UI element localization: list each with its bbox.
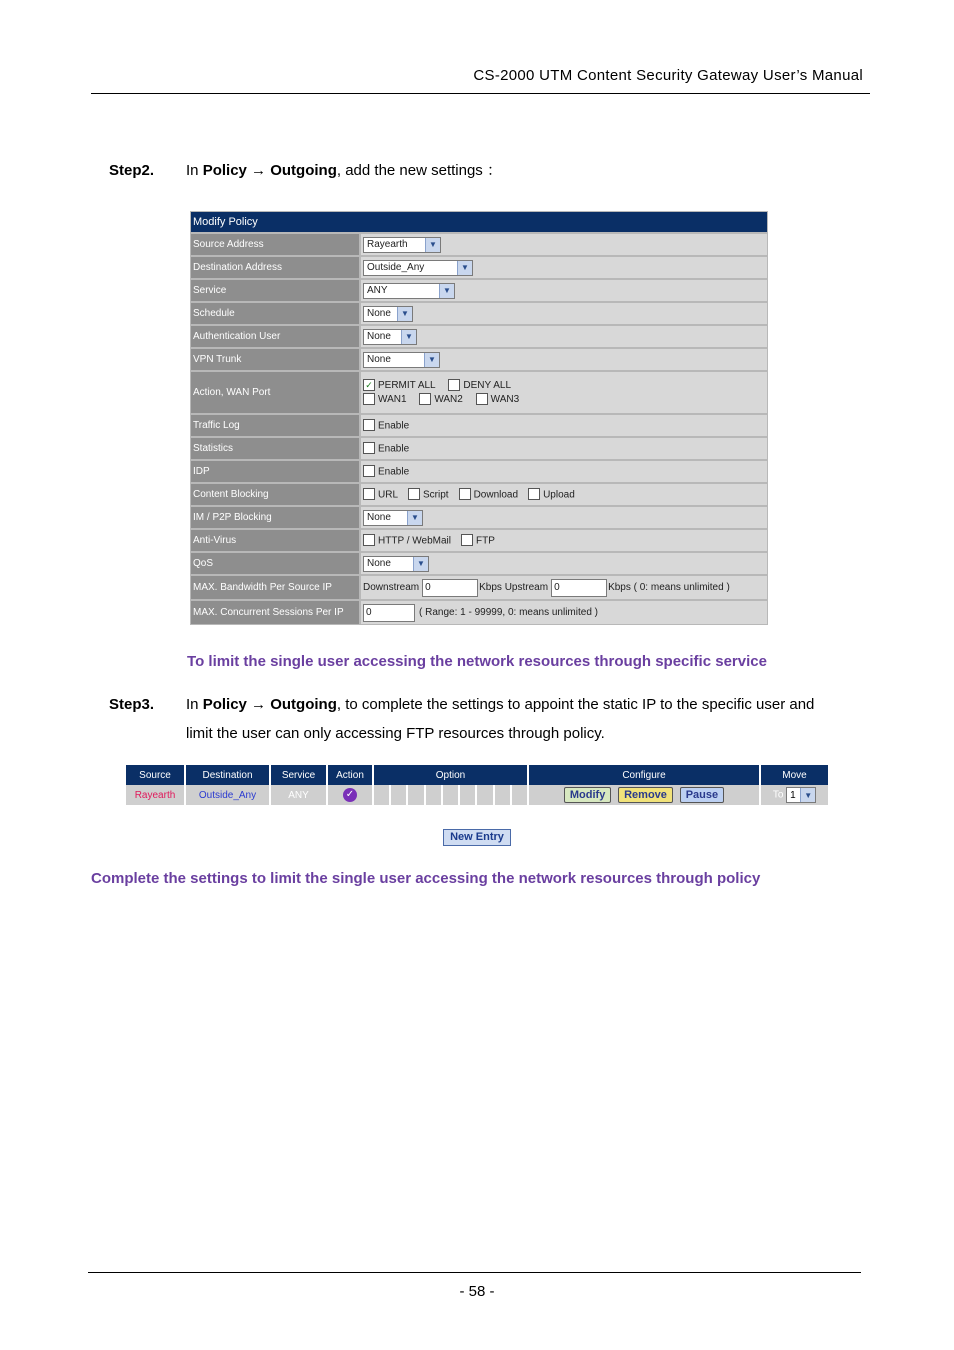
row-authentication-user: Authentication User None ▼: [191, 326, 767, 347]
header-source: Source: [126, 765, 184, 785]
checkbox-icon[interactable]: [363, 488, 375, 500]
wan1-option[interactable]: WAN1: [363, 394, 407, 405]
idp-enable[interactable]: Enable: [363, 466, 409, 478]
checkbox-icon[interactable]: [363, 465, 375, 477]
header-option: Option: [374, 765, 527, 785]
destination-address-select[interactable]: Outside_Any ▼: [363, 260, 473, 276]
anti-virus-ftp[interactable]: FTP: [461, 535, 495, 547]
row-traffic-log: Traffic Log Enable: [191, 415, 767, 436]
step3-label: Step3.: [109, 696, 155, 713]
row-qos: QoS None ▼: [191, 553, 767, 574]
max-sessions-input[interactable]: 0: [363, 604, 415, 622]
content-blocking-url[interactable]: URL: [363, 489, 398, 501]
schedule-select[interactable]: None ▼: [363, 306, 413, 322]
cell-service: ANY: [271, 785, 326, 805]
step3-text: In Policy → Outgoing, to complete the settings to appoint the static IP to the specific user and limit the user can only accessing FTP resources through policy.: [186, 696, 815, 742]
table-row: [126, 785, 828, 805]
checkbox-icon[interactable]: [419, 393, 431, 405]
footer-rule: [88, 1272, 861, 1273]
checkbox-icon[interactable]: [461, 534, 473, 546]
checkbox-icon[interactable]: [363, 393, 375, 405]
chevron-down-icon: ▼: [425, 238, 440, 252]
row-action-wan-port: Action, WAN Port ✓ PERMIT ALL DENY ALL WAN1 WAN2 WAN3: [191, 372, 767, 413]
new-entry-button[interactable]: New Entry: [443, 829, 511, 846]
permit-all-option[interactable]: ✓ PERMIT ALL: [363, 380, 436, 391]
deny-all-option[interactable]: DENY ALL: [448, 380, 511, 391]
checkbox-icon[interactable]: [476, 393, 488, 405]
chevron-down-icon: ▼: [457, 261, 472, 275]
chevron-down-icon: ▼: [439, 284, 454, 298]
form-title: Modify Policy: [191, 212, 767, 232]
row-max-sessions: MAX. Concurrent Sessions Per IP 0 ( Range: 1 - 99999, 0: means unlimited ): [191, 601, 767, 624]
header-configure: Configure: [529, 765, 759, 785]
row-vpn-trunk: VPN Trunk None ▼: [191, 349, 767, 370]
authentication-user-select[interactable]: None ▼: [363, 329, 417, 345]
policy-table: [124, 765, 830, 805]
checkbox-icon[interactable]: [363, 442, 375, 454]
wan2-option[interactable]: WAN2: [419, 394, 463, 405]
im-p2p-select[interactable]: None ▼: [363, 510, 423, 526]
cell-destination: Outside_Any: [186, 785, 269, 805]
row-destination-address: Destination Address Outside_Any ▼: [191, 257, 767, 278]
cell-source: Rayearth: [126, 785, 184, 805]
permit-action-icon: ✓: [343, 788, 357, 802]
row-content-blocking: Content Blocking URL Script Download Upload: [191, 484, 767, 505]
step2-label: Step2.: [109, 162, 155, 179]
row-source-address: Source Address Rayearth ▼: [191, 234, 767, 255]
content-blocking-download[interactable]: Download: [459, 489, 518, 501]
vpn-trunk-select[interactable]: None ▼: [363, 352, 440, 368]
chevron-down-icon: ▼: [407, 511, 422, 525]
row-anti-virus: Anti-Virus HTTP / WebMail FTP: [191, 530, 767, 551]
modify-button[interactable]: Modify: [564, 787, 611, 803]
chevron-down-icon: ▼: [413, 557, 428, 571]
wan3-option[interactable]: WAN3: [476, 394, 520, 405]
page-number: - 58 -: [459, 1283, 495, 1300]
traffic-log-enable[interactable]: Enable: [363, 420, 409, 432]
checkbox-icon[interactable]: [363, 534, 375, 546]
header-service: Service: [271, 765, 326, 785]
header-move: Move: [761, 765, 828, 785]
row-service: Service ANY ▼: [191, 280, 767, 301]
qos-select[interactable]: None ▼: [363, 556, 429, 572]
cell-configure: [529, 785, 759, 805]
content-blocking-upload[interactable]: Upload: [528, 489, 575, 501]
caption-policy-complete: Complete the settings to limit the single user accessing the network resources through policy: [91, 870, 761, 887]
downstream-input[interactable]: 0: [422, 579, 478, 597]
caption-service-limit: To limit the single user accessing the network resources through specific service: [187, 653, 767, 670]
checkbox-icon[interactable]: [363, 419, 375, 431]
checkbox-checked-icon[interactable]: ✓: [363, 379, 375, 391]
row-schedule: Schedule None ▼: [191, 303, 767, 324]
checkbox-icon[interactable]: [459, 488, 471, 500]
upstream-input[interactable]: 0: [551, 579, 607, 597]
cell-option: [374, 785, 527, 805]
row-max-bandwidth: MAX. Bandwidth Per Source IP Downstream 0 Kbps Upstream 0 Kbps ( 0: means unlimited ): [191, 576, 767, 599]
chevron-down-icon: ▼: [397, 307, 412, 321]
cell-move: To 1 ▼: [761, 785, 828, 805]
pause-button[interactable]: Pause: [680, 787, 724, 803]
source-address-select[interactable]: Rayearth ▼: [363, 237, 441, 253]
row-idp: IDP Enable: [191, 461, 767, 482]
manual-title: CS-2000 UTM Content Security Gateway User’s Manual: [473, 67, 863, 84]
chevron-down-icon: ▼: [800, 788, 815, 802]
checkbox-icon[interactable]: [408, 488, 420, 500]
remove-button[interactable]: Remove: [618, 787, 673, 803]
header-action: Action: [328, 765, 372, 785]
step2-text: In Policy → Outgoing, add the new settings ：: [186, 162, 502, 179]
row-im-p2p-blocking: IM / P2P Blocking None ▼: [191, 507, 767, 528]
anti-virus-http[interactable]: HTTP / WebMail: [363, 535, 451, 547]
chevron-down-icon: ▼: [424, 353, 439, 367]
checkbox-icon[interactable]: [528, 488, 540, 500]
chevron-down-icon: ▼: [401, 330, 416, 344]
row-statistics: Statistics Enable: [191, 438, 767, 459]
checkbox-icon[interactable]: [448, 379, 460, 391]
move-select[interactable]: 1 ▼: [786, 787, 816, 803]
cell-action: [328, 785, 372, 805]
header-rule: [91, 93, 870, 94]
header-destination: Destination: [186, 765, 269, 785]
modify-policy-form: [190, 211, 768, 625]
statistics-enable[interactable]: Enable: [363, 443, 409, 455]
content-blocking-script[interactable]: Script: [408, 489, 449, 501]
service-select[interactable]: ANY ▼: [363, 283, 455, 299]
